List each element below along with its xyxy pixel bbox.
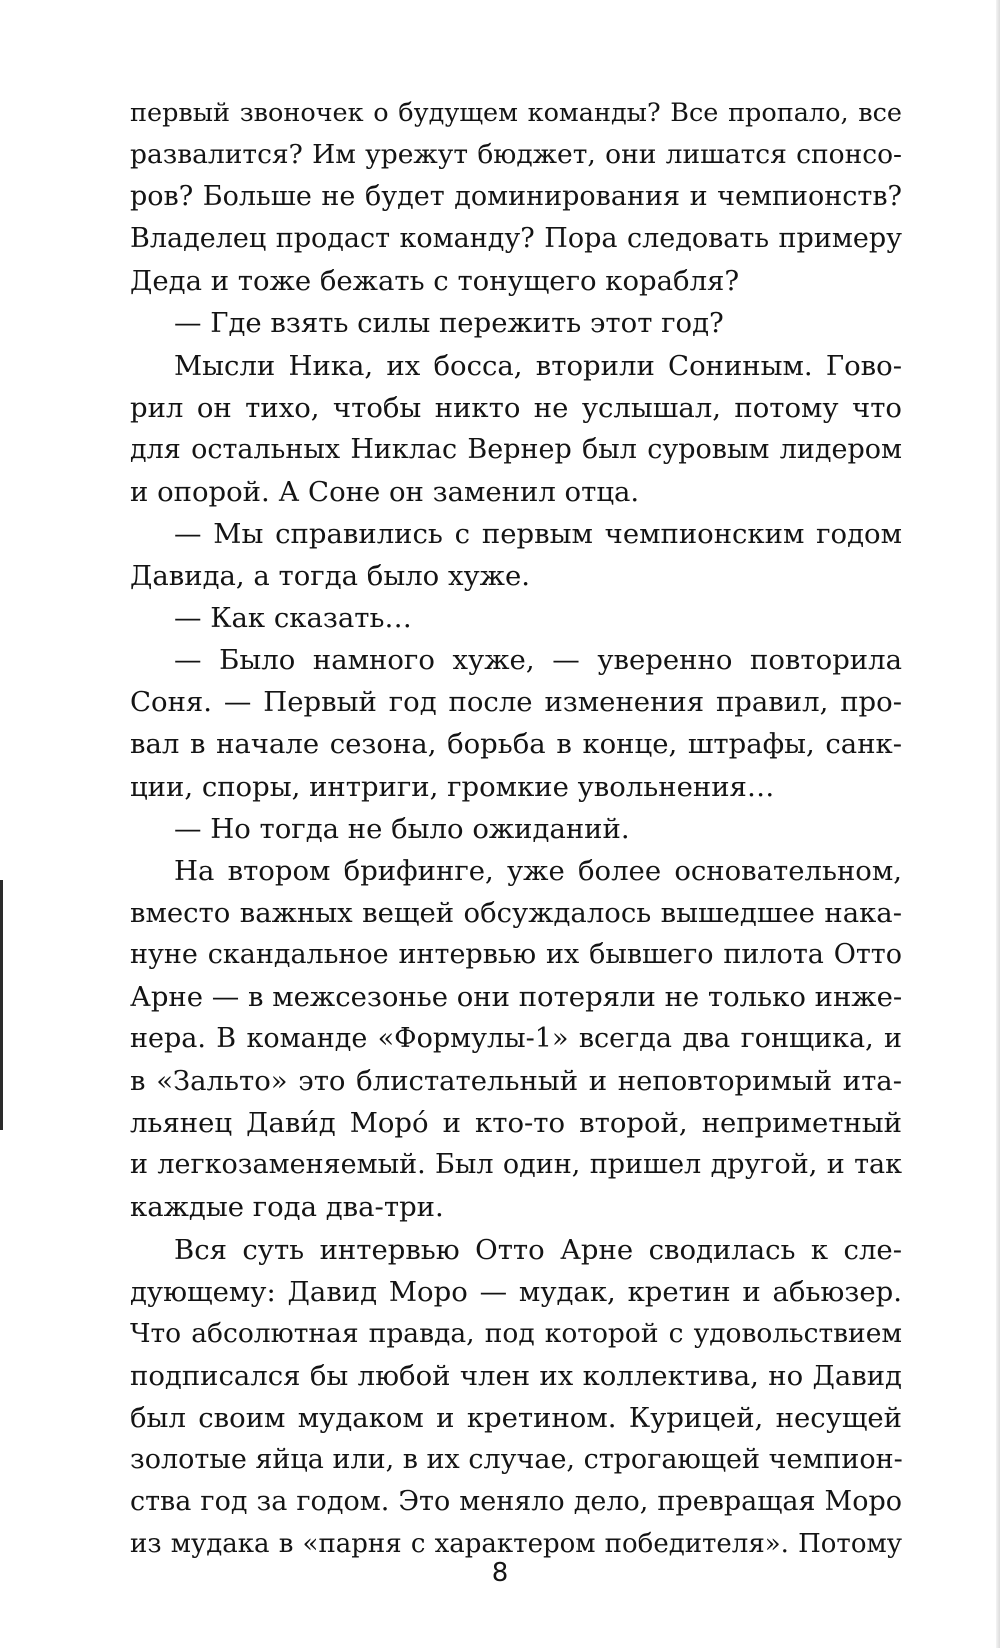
text-line: рил он тихо, чтобы никто не услышал, потому что xyxy=(130,391,902,424)
text-line: — Было намного хуже, — уверенно повторила xyxy=(174,644,902,677)
text-line: Деда и тоже бежать с тонущего корабля? xyxy=(130,265,740,298)
scan-edge-mark xyxy=(0,880,3,1130)
text-line: Что абсолютная правда, под которой с удовольствием xyxy=(130,1317,902,1349)
text-line: из мудака в «парня с характером победителя». Потому xyxy=(130,1529,902,1560)
text-line: был своим мудаком и кретином. Курицей, несущей xyxy=(130,1401,902,1434)
text-line: нера. В команде «Формулы-1» всегда два гонщика, и xyxy=(130,1023,902,1055)
text-line: в «Зальто» это блистательный и неповторимый ита- xyxy=(130,1065,902,1098)
text-line: нуне скандальное интервью их бывшего пилота Отто xyxy=(130,938,902,970)
page-edge-shadow xyxy=(996,0,1000,1648)
body-text xyxy=(130,92,902,1565)
text-line: Соня. — Первый год после изменения правил, про- xyxy=(130,686,902,719)
text-line: Владелец продаст команду? Пора следовать примеру xyxy=(130,223,902,255)
text-line: ров? Больше не будет доминирования и чемпионств? xyxy=(130,181,902,213)
text-line: подписался бы любой член их коллектива, но Давид xyxy=(130,1359,902,1392)
text-line: и легкозаменяемый. Был один, пришел другой, и так xyxy=(130,1149,902,1181)
text-line: ции, споры, интриги, громкие увольнения… xyxy=(130,770,775,803)
text-line: Мысли Ника, их босса, вторили Сониным. Гово- xyxy=(174,349,902,382)
text-line: золотые яйца или, в их случае, строгающей чемпион- xyxy=(130,1444,903,1475)
text-line: Вся суть интервью Отто Арне сводилась к сле- xyxy=(174,1233,902,1266)
text-line: На втором брифинге, уже более основательном, xyxy=(174,854,902,887)
text-line: каждые года два-три. xyxy=(130,1191,444,1224)
text-line: Давида, а тогда было хуже. xyxy=(130,560,530,593)
page-number: 8 xyxy=(491,1558,509,1588)
text-line: для остальных Никлас Вернер был суровым лидером xyxy=(130,433,902,465)
text-line: вместо важных вещей обсуждалось вышедшее нака- xyxy=(130,896,902,929)
text-line: ства год за годом. Это меняло дело, превращая Моро xyxy=(130,1486,902,1518)
text-line: развалится? Им урежут бюджет, они лишатся спонсо- xyxy=(130,139,902,171)
text-line: первый звоночек о будущем команды? Все пропало, все xyxy=(130,98,902,128)
text-line: вал в начале сезона, борьба в конце, штрафы, санк- xyxy=(130,728,902,761)
text-line: — Как сказать… xyxy=(174,602,412,635)
text-line: Арне — в межсезонье они потеряли не только инже- xyxy=(130,980,903,1013)
text-line: льянец Дави́д Моро́ и кто-то второй, неприметный xyxy=(130,1107,902,1140)
text-line: и опорой. А Соне он заменил отца. xyxy=(130,475,640,508)
text-line: — Но тогда не было ожиданий. xyxy=(174,812,630,845)
text-line: дующему: Давид Моро — мудак, кретин и абьюзер. xyxy=(130,1275,902,1308)
text-line: — Где взять силы пережить этот год? xyxy=(174,307,724,340)
text-line: — Мы справились с первым чемпионским годом xyxy=(174,517,902,550)
